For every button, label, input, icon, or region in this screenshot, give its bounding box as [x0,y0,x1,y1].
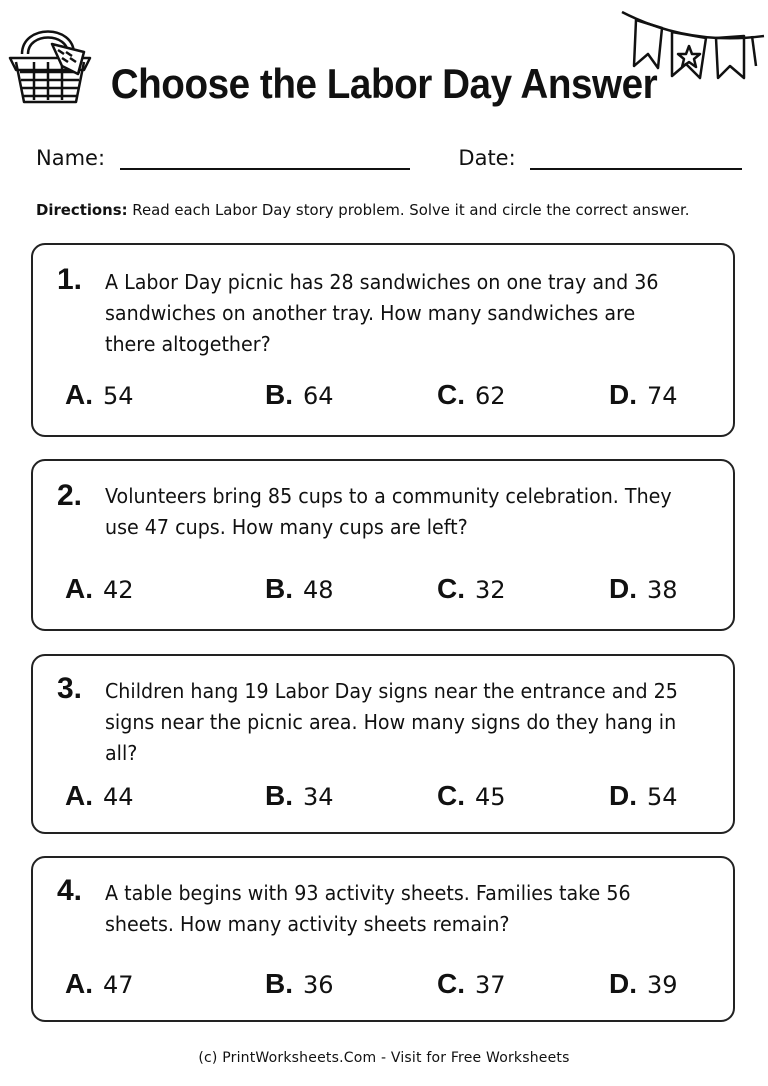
date-label: Date: [458,146,516,170]
choice-letter: D. [609,379,637,410]
choice-letter: A. [65,968,93,999]
directions-label: Directions: [36,201,128,219]
footer-credit: (c) PrintWorksheets.Com - Visit for Free Worksheets [198,1050,570,1066]
choice-value: 39 [647,971,678,999]
answer-choice-d[interactable] [609,573,678,605]
answer-choice-a[interactable] [65,573,134,605]
choice-value: 37 [475,971,506,999]
page-title: Choose the Labor Day Answer [110,60,658,107]
answer-choice-b[interactable] [265,379,334,411]
date-line[interactable] [530,146,742,170]
answer-choice-d[interactable] [609,780,678,812]
choice-value: 32 [475,576,506,604]
choice-letter: B. [265,968,293,999]
question-card-2 [31,459,735,631]
choice-letter: C. [437,379,465,410]
question-number: 3. [57,672,83,705]
question-text: Volunteers bring 85 cups to a community celebration. They use 47 cups. How many cups are left? [105,484,672,539]
choice-letter: A. [65,573,93,604]
choice-value: 42 [103,576,134,604]
answer-choice-b[interactable] [265,968,334,1000]
choice-value: 54 [103,382,134,410]
question-text: A Labor Day picnic has 28 sandwiches on one tray and 36 sandwiches on another tray. How many sandwiches are there altogether? [105,270,659,356]
question-number: 4. [57,874,83,907]
choice-value: 64 [303,382,334,410]
question-card-1 [31,243,735,437]
question-text: Children hang 19 Labor Day signs near the entrance and 25 signs near the picnic area. How many signs do they hang in all? [105,679,678,765]
choice-value: 47 [103,971,134,999]
question-number: 2. [57,479,83,512]
question-card-4 [31,856,735,1022]
question-text: A table begins with 93 activity sheets. Families take 56 sheets. How many activity sheets remain? [105,881,631,936]
directions-text: Read each Labor Day story problem. Solve it and circle the correct answer. [132,201,690,219]
choice-letter: A. [65,780,93,811]
choice-letter: C. [437,573,465,604]
name-line[interactable] [120,146,410,170]
name-date-row [36,146,742,170]
choice-value: 74 [647,382,678,410]
question-card-3 [31,654,735,834]
answer-choice-a[interactable] [65,780,134,812]
answer-choice-c[interactable] [437,573,506,605]
choice-value: 44 [103,783,134,811]
choice-value: 45 [475,783,506,811]
question-number: 1. [57,263,83,296]
answer-choice-a[interactable] [65,968,134,1000]
name-label: Name: [36,146,106,170]
choice-letter: C. [437,780,465,811]
choice-letter: B. [265,780,293,811]
answer-choice-d[interactable] [609,379,678,411]
answer-choice-b[interactable] [265,573,334,605]
answer-choice-c[interactable] [437,379,506,411]
answer-choice-d[interactable] [609,968,678,1000]
choice-value: 36 [303,971,334,999]
choice-letter: B. [265,573,293,604]
choice-letter: D. [609,968,637,999]
answer-choice-c[interactable] [437,968,506,1000]
choice-value: 48 [303,576,334,604]
choice-letter: D. [609,780,637,811]
choice-letter: A. [65,379,93,410]
choice-value: 34 [303,783,334,811]
choice-letter: D. [609,573,637,604]
choice-value: 54 [647,783,678,811]
choice-letter: C. [437,968,465,999]
answer-choice-c[interactable] [437,780,506,812]
answer-choice-a[interactable] [65,379,134,411]
choice-letter: B. [265,379,293,410]
answer-choice-b[interactable] [265,780,334,812]
directions [36,201,727,219]
choice-value: 62 [475,382,506,410]
choice-value: 38 [647,576,678,604]
